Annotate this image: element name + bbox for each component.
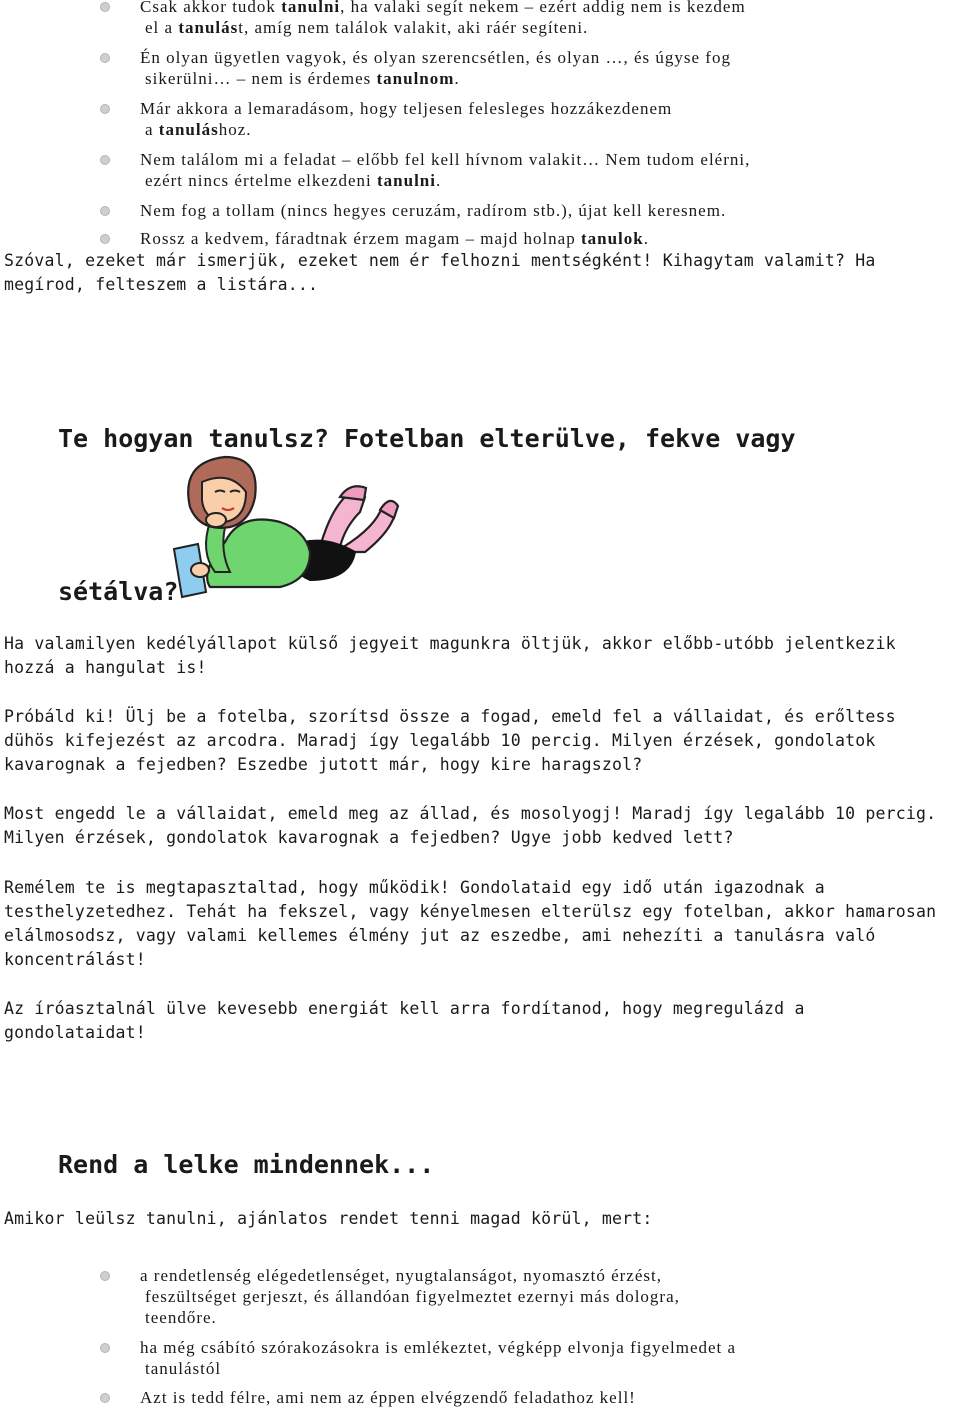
- list-item: Már akkora a lemaradásom, hogy teljesen felesleges hozzákezdenem a tanuláshoz.: [0, 98, 960, 149]
- list-item: Rossz a kedvem, fáradtnak érzem magam – majd holnap tanulok.: [0, 228, 960, 252]
- paragraph-posture: Remélem te is megtapasztaltad, hogy működik! Gondolataid egy idő után igazodnak a testhelyzetedhez. Tehát ha fekszel, vagy kényelmesen elterülsz egy fotelban, akkor hamarosan elálmosodsz, vagy valami kellemes élmény jut az eszedbe, ami nehezíti a tanulásra való koncentrálást!: [4, 878, 937, 969]
- bullet-icon: [100, 155, 110, 165]
- girl-reading-illustration: [170, 452, 400, 602]
- list-item: a rendetlenség elégedetlenséget, nyugtalanságot, nyomasztó érzést, feszültséget gerjeszt, és állandóan figyelmeztet ezernyi más dologra, teendőre.: [0, 1265, 960, 1337]
- paragraph-tidy-intro: Amikor leülsz tanulni, ajánlatos rendet tenni magad körül, mert:: [4, 1209, 653, 1228]
- paragraph-intro: Szóval, ezeket már ismerjük, ezeket nem ér felhozni mentségként! Kihagytam valamit? Ha megírod, felteszem a listára...: [4, 251, 876, 294]
- bullet-icon: [100, 206, 110, 216]
- reasons-list: [0, 0, 960, 252]
- paragraph-try-angry: Próbáld ki! Ülj be a fotelba, szorítsd össze a fogad, emeld fel a vállaidat, és erőltess dühös kifejezést az arcodra. Maradj így legalább 10 percig. Milyen érzések, gondolatok kavarognak a fejedben? Eszedbe jutott már, hogy kire haragszol?: [4, 707, 896, 774]
- bullet-icon: [100, 2, 110, 12]
- section-heading-order: Rend a lelke mindennek...: [58, 1150, 435, 1179]
- bullet-icon: [100, 1343, 110, 1353]
- list-item: Nem találom mi a feladat – előbb fel kell hívnom valakit… Nem tudom elérni, ezért nincs értelme elkezdeni tanulni.: [0, 149, 960, 200]
- list-item: Nem fog a tollam (nincs hegyes ceruzám, radírom stb.), újat kell keresnem.: [0, 200, 960, 228]
- paragraph-mood: Ha valamilyen kedélyállapot külső jegyeit magunkra öltjük, akkor előbb-utóbb jelentkezik hozzá a hangulat is!: [4, 634, 896, 677]
- paragraph-try-smile: Most engedd le a vállaidat, emeld meg az állad, és mosolyogj! Maradj így legalább 10 percig. Milyen érzések, gondolatok kavarognak a fejedben? Ugye jobb kedved lett?: [4, 804, 937, 847]
- section-heading-learning-posture: Te hogyan tanulsz? Fotelban elterülve, fekve vagy: [58, 424, 796, 453]
- tidy-reasons-list: [0, 1265, 960, 1411]
- list-item: ha még csábító szórakozásokra is emlékeztet, végképp elvonja figyelmedet a tanulástól: [0, 1337, 960, 1387]
- bullet-icon: [100, 1393, 110, 1403]
- section-heading-walking: sétálva?: [58, 577, 179, 606]
- list-item: Csak akkor tudok tanulni, ha valaki segít nekem – ezért addig nem is kezdem el a tanulást, amíg nem találok valakit, aki ráér segíteni.: [0, 0, 960, 47]
- bullet-icon: [100, 53, 110, 63]
- list-item: Én olyan ügyetlen vagyok, és olyan szerencsétlen, és olyan …, és úgyse fog sikerülni… – nem is érdemes tanulnom.: [0, 47, 960, 98]
- paragraph-desk: Az íróasztalnál ülve kevesebb energiát kell arra fordítanod, hogy megregulázd a gondolataidat!: [4, 999, 805, 1042]
- bullet-icon: [100, 104, 110, 114]
- bullet-icon: [100, 1271, 110, 1281]
- list-item: Azt is tedd félre, ami nem az éppen elvégzendő feladathoz kell!: [0, 1387, 960, 1411]
- bullet-icon: [100, 234, 110, 244]
